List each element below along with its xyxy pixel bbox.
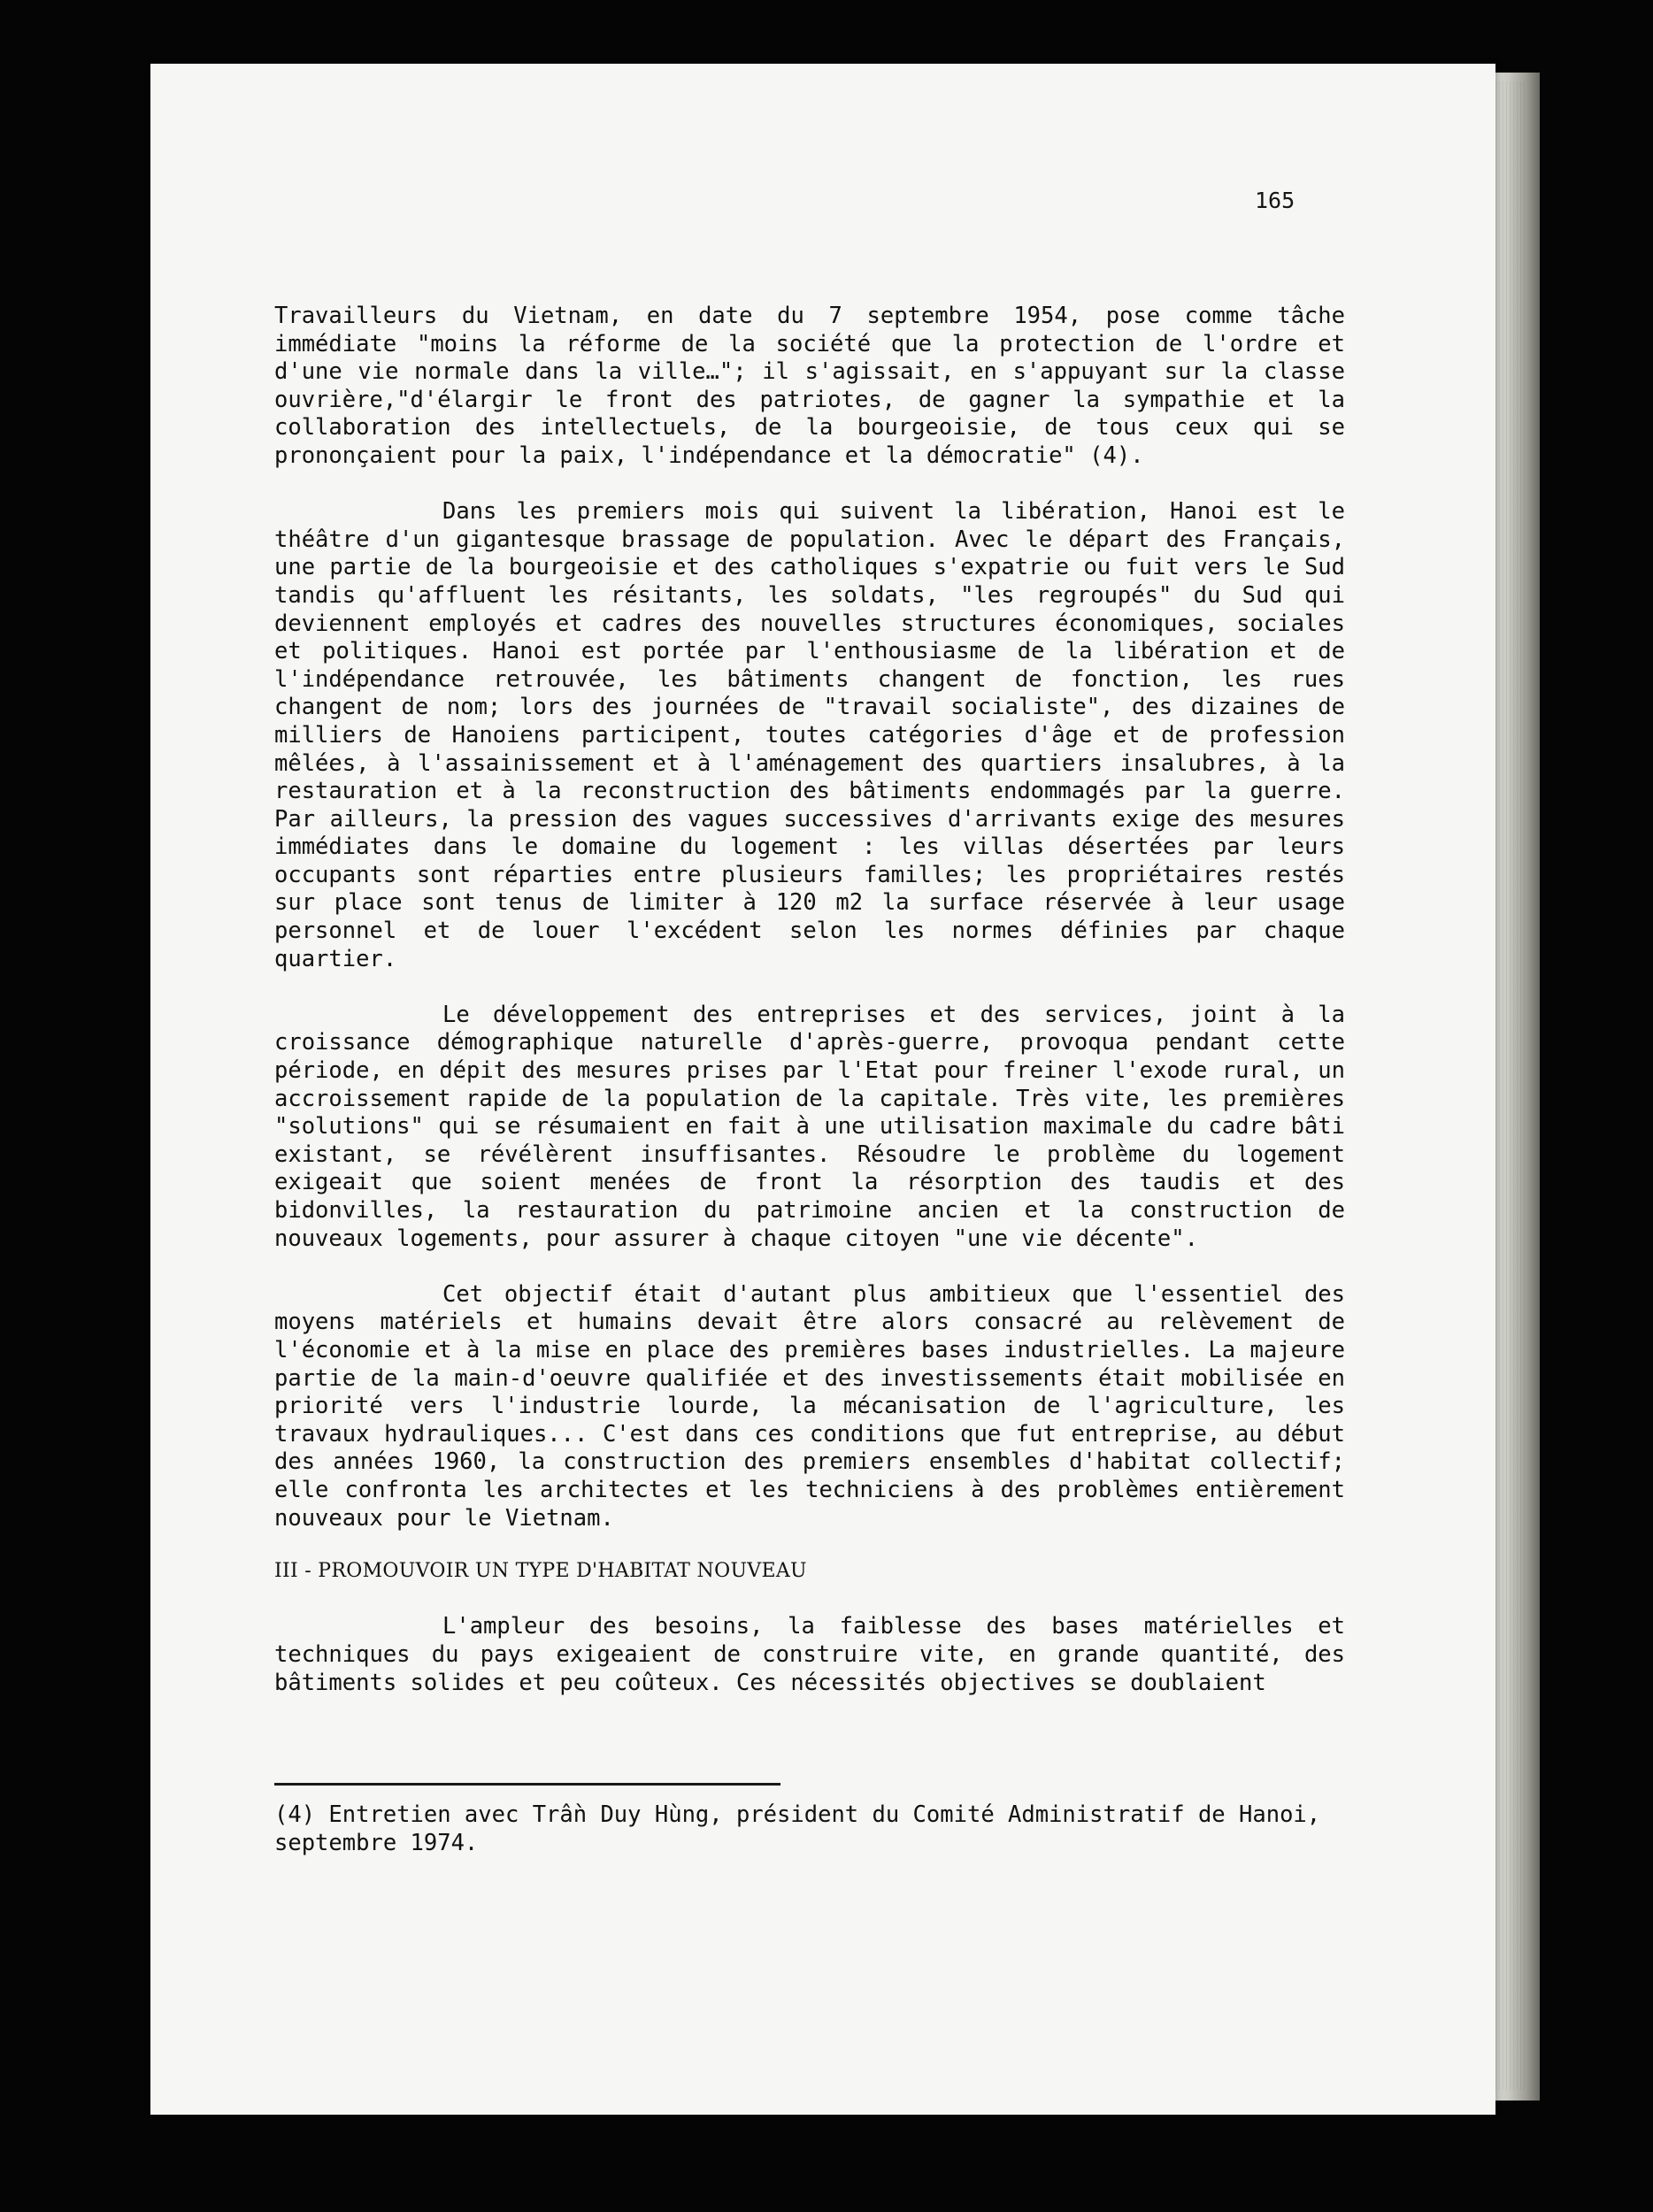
paragraph-1: Travailleurs du Vietnam, en date du 7 septembre 1954, pose comme tâche immédiate "moins la réforme de la société que la protection de l'ordre et d'une vie normale dans la ville…"; il s'agissait, en s'appuyant sur la classe ouvrière,"d'élargir le front des patriotes, de gagner la sympathie et la collaboration des intellectuels, de la bourgeoisie, de tous ceux qui se prononçaient pour la paix, l'indépendance et la démocratie" (4). (274, 303, 1345, 469)
page-number: 165 (1255, 188, 1295, 213)
paragraph-4: Cet objectif était d'autant plus ambitieux que l'essentiel des moyens matériels et humains devait être alors consacré au relèvement de l'économie et à la mise en place des premières bases industrielles. La majeure partie de la main-d'oeuvre qualifiée et des investissements était mobilisée en priorité vers l'industrie lourde, la mécanisation de l'agriculture, les travaux hydrauliques... C'est dans ces conditions que fut entreprise, au début des années 1960, la construction des premiers ensembles d'habitat collectif; elle confronta les architectes et les techniciens à des problèmes entièrement nouveaux pour le Vietnam. (274, 1280, 1345, 1532)
footnote-divider (274, 1783, 780, 1786)
paragraph-2: Dans les premiers mois qui suivent la libération, Hanoi est le théâtre d'un gigantesque brassage de population. Avec le départ des Français, une partie de la bourgeoisie et des catholiques s'expatrie ou fuit vers le Sud tandis qu'affluent les résitants, les soldats, "les regroupés" du Sud qui deviennent employés et cadres des nouvelles structures économiques, sociales et politiques. Hanoi est portée par l'enthousiasme de la libération et de l'indépendance retrouvée, les bâtiments changent de fonction, les rues changent de nom; lors des journées de "travail socialiste", des dizaines de milliers de Hanoiens participent, toutes catégories d'âge et de profession mêlées, à l'assainissement et à l'aménagement des quartiers insalubres, à la restauration et à la reconstruction des bâtiments endommagés par la guerre. Par ailleurs, la pression des vagues successives d'arrivants exige des mesures immédiates dans le domaine du logement : les villas désertées par leurs occupants sont réparties entre plusieurs familles; les propriétaires restés sur place sont tenus de limiter à 120 m2 la surface réservée à leur usage personnel et de louer l'excédent selon les normes définies par chaque quartier. (274, 498, 1345, 972)
page-body (274, 303, 1345, 1697)
paragraph-3: Le développement des entreprises et des services, joint à la croissance démographique naturelle d'après-guerre, provoqua pendant cette période, en dépit des mesures prises par l'Etat pour freiner l'exode rural, un accroissement rapide de la population de la capitale. Très vite, les premières "solutions" qui se résumaient en fait à une utilisation maximale du cadre bâti existant, se révélèrent insuffisantes. Résoudre le problème du logement exigeait que soient menées de front la résorption des taudis et des bidonvilles, la restauration du patrimoine ancien et la construction de nouveaux logements, pour assurer à chaque citoyen "une vie décente". (274, 1001, 1345, 1252)
section-paragraph: L'ampleur des besoins, la faiblesse des bases matérielles et techniques du pays exigeaient de construire vite, en grande quantité, des bâtiments solides et peu coûteux. Ces nécessités objectives se doublaient (274, 1613, 1345, 1696)
book-page-edge-lines (1495, 81, 1526, 2090)
footnote: (4) Entretien avec Trần Duy Hùng, président du Comité Administratif de Hanoi, septembre 1974. (274, 1801, 1321, 1856)
section-heading: III - PROMOUVOIR UN TYPE D'HABITAT NOUVEAU (274, 1560, 807, 1583)
